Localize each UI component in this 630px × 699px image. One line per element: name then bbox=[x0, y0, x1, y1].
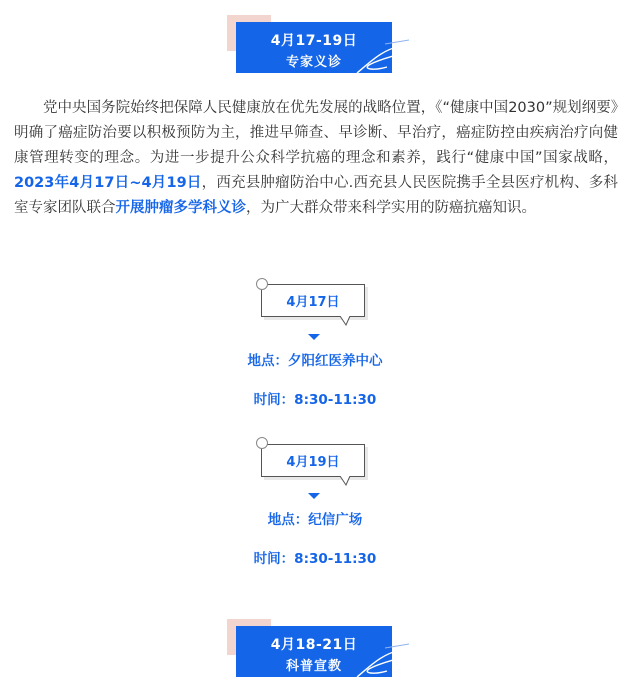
paragraph-text-2: ，西充县肿瘤防治中心.西充县人民医院携手全县医疗机构、多科室专家团队联合 bbox=[14, 175, 618, 216]
paragraph-text-3: ，为广大群众带来科学实用的防癌抗癌知识。 bbox=[246, 200, 536, 216]
timeline-dot-icon bbox=[256, 278, 268, 290]
banner-date: 4月17-19日 bbox=[270, 33, 358, 49]
event-date-bubble bbox=[261, 444, 365, 477]
paragraph-clinic-highlight: 开展肿瘤多学科义诊 bbox=[115, 200, 246, 216]
swirl-decoration-icon bbox=[355, 39, 410, 79]
timeline-dot-icon bbox=[256, 437, 268, 449]
event-date: 4月17日 bbox=[286, 295, 340, 310]
event-date: 4月19日 bbox=[286, 455, 340, 470]
banner-expert-clinic bbox=[227, 15, 397, 75]
banner-date: 4月18-21日 bbox=[270, 637, 358, 653]
swirl-decoration-icon bbox=[355, 643, 410, 683]
bubble-tail-icon bbox=[340, 316, 352, 326]
event-date-bubble bbox=[261, 284, 365, 317]
intro-paragraph bbox=[14, 96, 618, 221]
event-time: 时间：8:30-11:30 bbox=[253, 392, 377, 408]
event-time: 时间：8:30-11:30 bbox=[253, 551, 377, 567]
banner-science-education bbox=[227, 619, 397, 679]
arrow-down-icon bbox=[308, 493, 320, 499]
paragraph-text-1: 党中央国务院始终把保障人民健康放在优先发展的战略位置，《“健康中国2030”规划纲要》明确了癌症防治要以积极预防为主，推进早筛查、早诊断、早治疗，癌症防控由疾病治疗向健康管理转变的理念。为进一步提升公众科学抗癌的理念和素养，践行“健康中国”国家战略， bbox=[14, 100, 618, 166]
arrow-down-icon bbox=[308, 334, 320, 340]
bubble-tail-icon bbox=[340, 476, 352, 486]
event-location: 地点：夕阳红医养中心 bbox=[247, 353, 383, 369]
banner-label: 科普宣教 bbox=[285, 659, 342, 674]
paragraph-date-highlight: 2023年4月17日~4月19日 bbox=[14, 175, 202, 191]
banner-label: 专家义诊 bbox=[285, 55, 342, 70]
event-location: 地点：纪信广场 bbox=[267, 512, 363, 528]
